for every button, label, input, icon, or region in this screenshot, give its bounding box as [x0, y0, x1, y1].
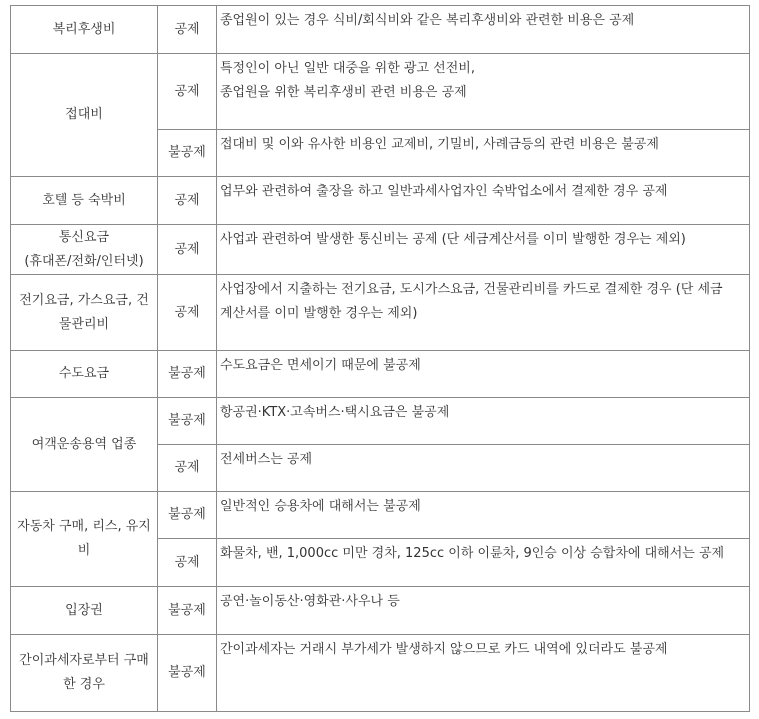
category-label: 복리후생비 — [52, 21, 116, 37]
description-cell — [217, 6, 750, 54]
table-row — [11, 6, 750, 54]
category-label: 수도요금 — [58, 366, 110, 381]
category-label: 통신요금 — [58, 229, 110, 245]
category-cell — [11, 54, 158, 177]
category-cell — [11, 398, 158, 492]
description-cell — [217, 177, 750, 225]
category-label: 비 — [77, 543, 91, 558]
table-row — [11, 398, 750, 445]
deduction-status: 공제 — [158, 445, 217, 492]
deduction-status: 불공제 — [158, 398, 217, 445]
description-text: 사업장에서 지출하는 전기요금, 도시가스요금, 건물관리비를 카드로 결제한 경우 (단 세금 — [220, 282, 723, 297]
category-cell — [11, 587, 158, 635]
table-row — [11, 587, 750, 635]
table-body — [11, 6, 750, 712]
description-cell — [217, 351, 750, 398]
category-cell — [11, 492, 158, 587]
description-cell — [217, 445, 750, 492]
description-cell — [217, 492, 750, 539]
description-text: 접대비 및 이와 유사한 비용인 교제비, 기밀비, 사례금등의 관련 비용은 불공제 — [220, 137, 659, 152]
description-text: 화물차, 밴, 1,000cc 미만 경차, 125cc 이하 이륜차, 9인승 이상 승합차에 대해서는 공제 — [220, 546, 725, 561]
description-cell — [217, 398, 750, 445]
table-row — [11, 275, 750, 351]
description-cell — [217, 130, 750, 177]
table-row — [11, 492, 750, 539]
description-text: 일반적인 승용차에 대해서는 불공제 — [220, 499, 421, 514]
category-cell — [11, 6, 158, 54]
description-text: 전세버스는 공제 — [220, 452, 313, 467]
category-label: 전기요금, 가스요금, 건 — [19, 292, 149, 308]
category-label: 여객운송용역 업종 — [31, 436, 137, 452]
deduction-status: 불공제 — [158, 351, 217, 398]
description-text: 특정인이 아닌 일반 대중을 위한 광고 선전비, — [220, 61, 475, 76]
deduction-status: 공제 — [158, 275, 217, 351]
category-label: 한 경우 — [63, 677, 105, 692]
table-row — [11, 225, 750, 275]
table-row — [11, 177, 750, 225]
description-cell — [217, 539, 750, 587]
table-row — [11, 54, 750, 130]
category-label: 자동차 구매, 리스, 유지 — [17, 519, 151, 534]
description-text: 수도요금은 면세이기 때문에 불공제 — [220, 358, 421, 373]
deduction-status: 불공제 — [158, 492, 217, 539]
deduction-status: 불공제 — [158, 587, 217, 635]
category-label: 호텔 등 숙박비 — [42, 192, 126, 208]
description-text: 간이과세자는 거래시 부가세가 발생하지 않으므로 카드 내역에 있더라도 불공제 — [220, 642, 668, 657]
deduction-status: 불공제 — [158, 635, 217, 712]
category-cell — [11, 635, 158, 712]
category-cell — [11, 275, 158, 351]
description-cell — [217, 275, 750, 351]
description-text: 항공권·KTX·고속버스·택시요금은 불공제 — [220, 405, 450, 420]
deduction-status: 공제 — [158, 225, 217, 275]
category-label: (휴대폰/전화/인터넷) — [24, 253, 144, 269]
deduction-status: 공제 — [158, 54, 217, 130]
category-cell — [11, 177, 158, 225]
table-row — [11, 635, 750, 712]
deduction-table — [10, 5, 750, 712]
description-text: 사업과 관련하여 발생한 통신비는 공제 (단 세금계산서를 이미 발행한 경우는 제외) — [220, 232, 686, 247]
description-cell — [217, 587, 750, 635]
category-label: 입장권 — [65, 602, 103, 618]
description-text: 종업원을 위한 복리후생비 관련 비용은 공제 — [220, 85, 467, 100]
description-text: 업무와 관련하여 출장을 하고 일반과세사업자인 숙박업소에서 결제한 경우 공제 — [220, 184, 668, 199]
category-label: 접대비 — [65, 107, 103, 122]
description-text: 계산서를 이미 발행한 경우는 제외) — [220, 306, 418, 321]
category-cell — [11, 225, 158, 275]
description-text: 공연·놀이동산·영화관·사우나 등 — [220, 594, 400, 609]
category-cell — [11, 351, 158, 398]
deduction-status: 공제 — [158, 539, 217, 587]
table-row — [11, 351, 750, 398]
description-cell — [217, 635, 750, 712]
category-label: 간이과세자로부터 구매 — [19, 653, 149, 668]
deduction-status: 불공제 — [158, 130, 217, 177]
deduction-status: 공제 — [158, 6, 217, 54]
description-cell — [217, 225, 750, 275]
description-text: 종업원이 있는 경우 식비/회식비와 같은 복리후생비와 관련한 비용은 공제 — [220, 13, 635, 28]
description-cell — [217, 54, 750, 130]
deduction-status: 공제 — [158, 177, 217, 225]
category-label: 물관리비 — [58, 316, 110, 332]
